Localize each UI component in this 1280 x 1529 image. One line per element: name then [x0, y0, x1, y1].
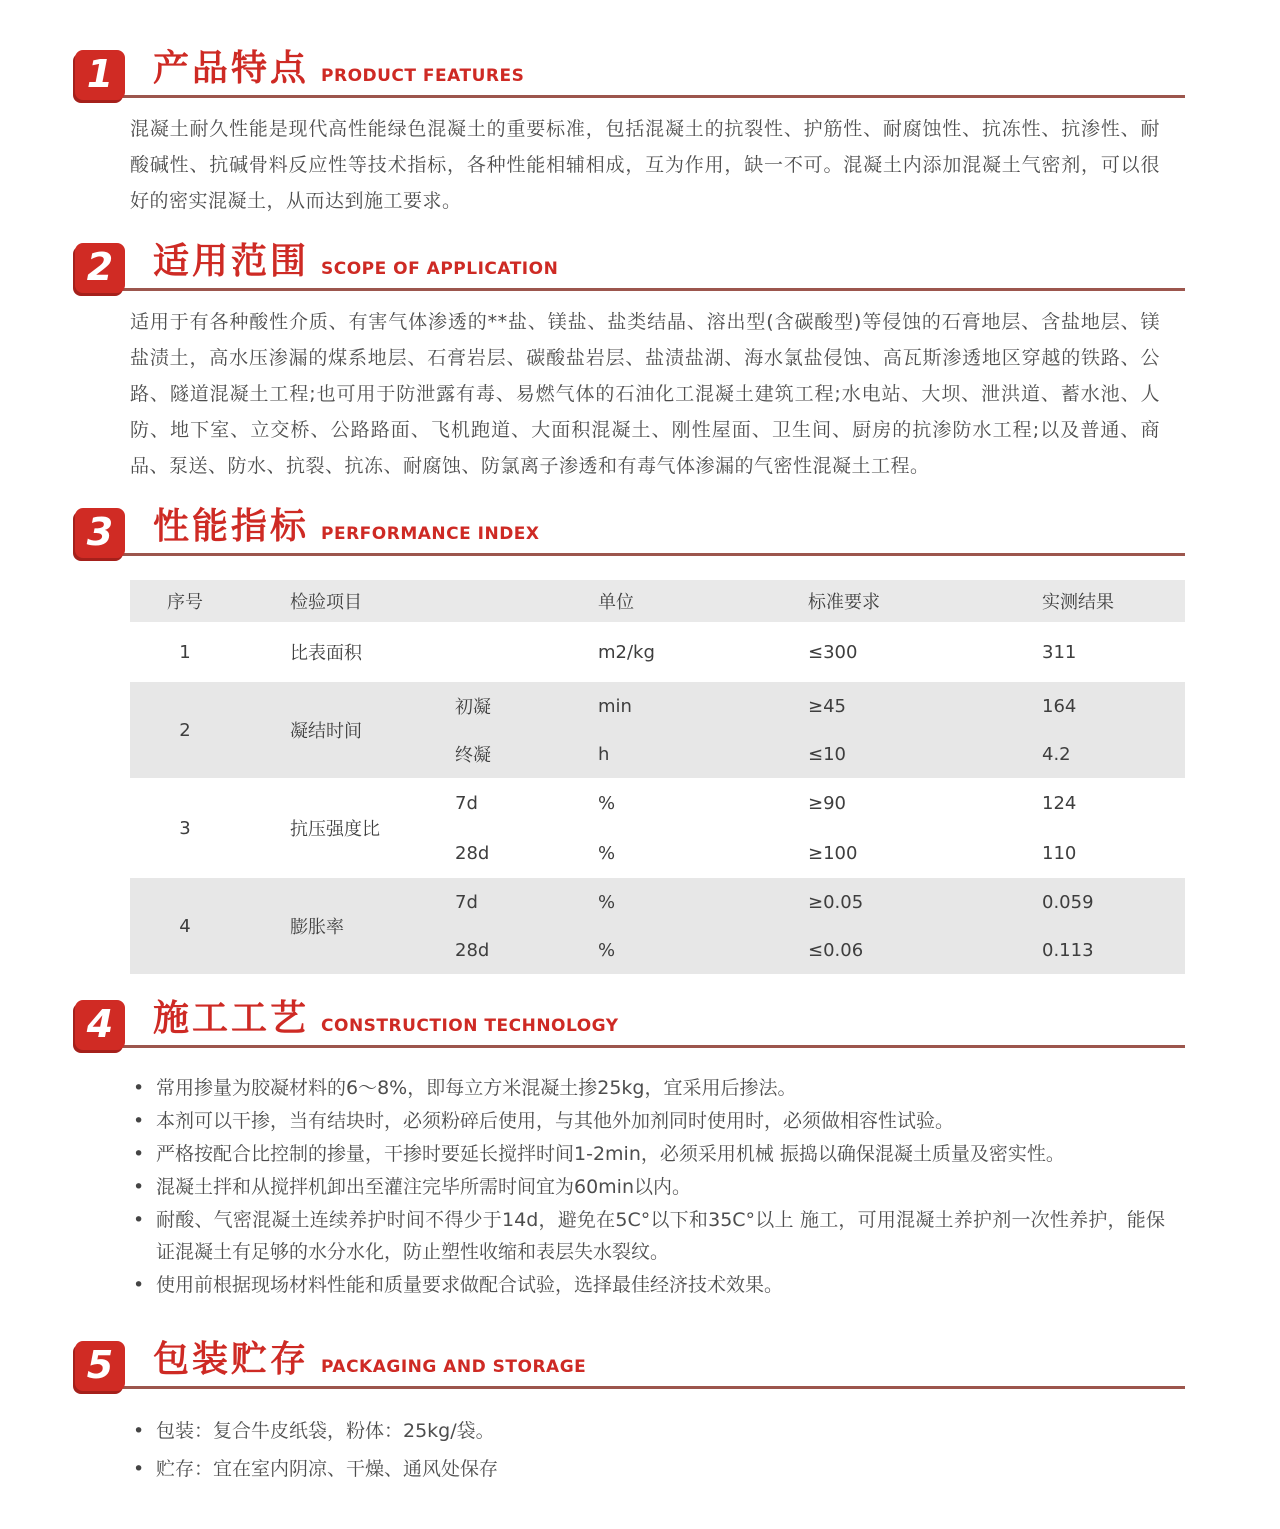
cell-result: 0.113 — [1042, 939, 1094, 961]
cell-result: 4.2 — [1042, 743, 1071, 765]
section-title-en: CONSTRUCTION TECHNOLOGY — [321, 1016, 619, 1036]
bullet-item: • 使用前根据现场材料性能和质量要求做配合试验，选择最佳经济技术效果。 — [130, 1269, 1165, 1301]
col-header-result: 实测结果 — [1042, 592, 1114, 613]
bullet-item: • 包装：复合牛皮纸袋，粉体：25kg/袋。 — [130, 1413, 1165, 1449]
section-number-badge: 1 — [75, 50, 125, 100]
packaging-bullet-list — [130, 1413, 1165, 1487]
section-product-features — [75, 50, 1185, 219]
cell-standard: ≥0.05 — [808, 891, 864, 913]
cell-sub: 终凝 — [455, 745, 491, 766]
cell-unit: % — [598, 842, 616, 864]
cell-result: 311 — [1042, 641, 1077, 663]
cell-standard: ≤300 — [808, 641, 858, 663]
cell-no: 2 — [179, 719, 191, 741]
cell-standard: ≤0.06 — [808, 939, 864, 961]
table-header-row — [130, 580, 1185, 622]
col-header-sub — [430, 580, 580, 622]
cell-unit: h — [598, 743, 610, 765]
table-row — [130, 622, 1185, 682]
cell-unit: % — [598, 891, 616, 913]
section-header — [75, 1000, 1185, 1048]
cell-item: 膨胀率 — [290, 917, 344, 938]
cell-standard: ≤10 — [808, 743, 846, 765]
section-number-badge: 3 — [75, 508, 125, 558]
section-title-zh: 包装贮存 — [153, 1339, 310, 1380]
bullet-item: • 本剂可以干掺，当有结块时，必须粉碎后使用，与其他外加剂同时使用时，必须做相容性试验。 — [130, 1105, 1165, 1137]
section-number-badge: 4 — [75, 1000, 125, 1050]
cell-sub: 7d — [455, 792, 478, 814]
performance-table — [130, 580, 1185, 974]
cell-unit: % — [598, 939, 616, 961]
bullet-item: • 贮存：宜在室内阴凉、干燥、通风处保存 — [130, 1451, 1165, 1487]
cell-result: 0.059 — [1042, 891, 1094, 913]
section-scope-of-application — [75, 243, 1185, 484]
cell-unit: min — [598, 695, 632, 717]
cell-item: 比表面积 — [290, 643, 362, 664]
section-header — [75, 243, 1185, 291]
section-title-en: PRODUCT FEATURES — [321, 66, 525, 86]
cell-result: 110 — [1042, 842, 1077, 864]
section-title-en: PACKAGING AND STORAGE — [321, 1357, 587, 1377]
cell-standard: ≥45 — [808, 695, 846, 717]
col-header-item: 检验项目 — [290, 592, 362, 613]
cell-item: 凝结时间 — [290, 721, 362, 742]
cell-no: 3 — [179, 817, 191, 839]
section-packaging-and-storage — [75, 1341, 1185, 1487]
section-title-zh: 适用范围 — [153, 241, 310, 282]
section-header — [75, 50, 1185, 98]
bullet-item: • 常用掺量为胶凝材料的6～8%，即每立方米混凝土掺25kg，宜采用后掺法。 — [130, 1072, 1165, 1104]
section-title-zh: 产品特点 — [153, 48, 310, 89]
section-number-badge: 5 — [75, 1341, 125, 1391]
section-paragraph: 适用于有各种酸性介质、有害气体渗透的**盐、镁盐、盐类结晶、溶出型(含碳酸型)等侵蚀的石膏地层、含盐地层、镁盐渍土，高水压渗漏的煤系地层、石膏岩层、碳酸盐岩层、盐渍盐湖、海水氯盐侵蚀、高瓦斯渗透地区穿越的铁路、公路、隧道混凝土工程;也可用于防泄露有毒、易燃气体的石油化工混凝土建筑工程;水电站、大坝、泄洪道、蓄水池、人防、地下室、立交桥、公路路面、飞机跑道、大面积混凝土、刚性屋面、卫生间、厨房的抗渗防水工程;以及普通、商品、泵送、防水、抗裂、抗冻、耐腐蚀、防氯离子渗透和有毒气体渗漏的气密性混凝土工程。 — [130, 311, 1160, 477]
section-title-en: PERFORMANCE INDEX — [321, 524, 540, 544]
table-row — [130, 682, 1185, 730]
section-title-en: SCOPE OF APPLICATION — [321, 259, 559, 279]
construction-bullet-list — [130, 1072, 1165, 1301]
table-row — [130, 878, 1185, 926]
col-header-no: 序号 — [167, 592, 203, 613]
section-header — [75, 1341, 1185, 1389]
cell-item: 抗压强度比 — [290, 819, 380, 840]
cell-sub: 7d — [455, 891, 478, 913]
cell-standard: ≥100 — [808, 842, 858, 864]
section-header — [75, 508, 1185, 556]
cell-standard: ≥90 — [808, 792, 846, 814]
section-title-zh: 性能指标 — [153, 506, 310, 547]
cell-sub: 初凝 — [455, 697, 491, 718]
cell-sub — [430, 622, 580, 682]
cell-unit: % — [598, 792, 616, 814]
cell-no: 4 — [179, 915, 191, 937]
col-header-standard: 标准要求 — [808, 592, 880, 613]
bullet-item: • 严格按配合比控制的掺量，干掺时要延长搅拌时间1-2min，必须采用机械 振捣以确保混凝土质量及密实性。 — [130, 1138, 1165, 1170]
bullet-item: • 混凝土拌和从搅拌机卸出至灌注完毕所需时间宜为60min以内。 — [130, 1171, 1165, 1203]
cell-no: 1 — [179, 641, 191, 663]
section-title-zh: 施工工艺 — [153, 998, 310, 1039]
section-performance-index — [75, 508, 1185, 974]
bullet-item: • 耐酸、气密混凝土连续养护时间不得少于14d，避免在5C°以下和35C°以上 施工，可用混凝土养护剂一次性养护，能保证混凝土有足够的水分水化，防止塑性收缩和表层失水裂纹。 — [130, 1204, 1165, 1268]
col-header-unit: 单位 — [598, 592, 634, 613]
section-construction-technology — [75, 1000, 1185, 1301]
cell-result: 124 — [1042, 792, 1077, 814]
cell-sub: 28d — [455, 842, 490, 864]
cell-unit: m2/kg — [598, 641, 655, 663]
section-number-badge: 2 — [75, 243, 125, 293]
cell-sub: 28d — [455, 939, 490, 961]
section-paragraph: 混凝土耐久性能是现代高性能绿色混凝土的重要标准，包括混凝土的抗裂性、护筋性、耐腐蚀性、抗冻性、抗渗性、耐酸碱性、抗碱骨料反应性等技术指标，各种性能相辅相成，互为作用，缺一不可。混凝土内添加混凝土气密剂，可以很好的密实混凝土，从而达到施工要求。 — [130, 118, 1160, 212]
cell-result: 164 — [1042, 695, 1077, 717]
table-row — [130, 778, 1185, 828]
